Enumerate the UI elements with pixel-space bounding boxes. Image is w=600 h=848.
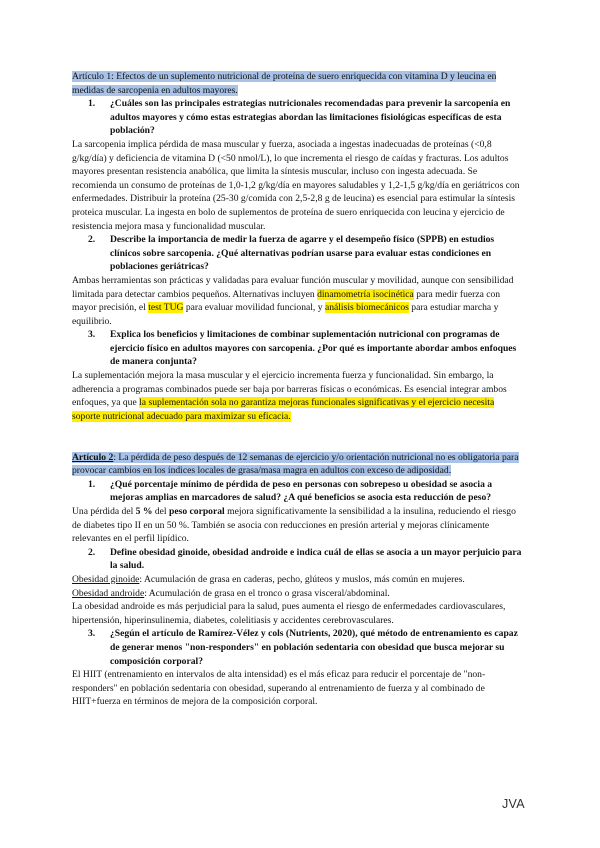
androide-definition — [72, 587, 524, 601]
a1-question-1-text: ¿Cuáles son las principales estrategias nutricionales recomendadas para prevenir la sarcopenia en adultos mayores y cómo estas estrategias abordan las limitaciones fisiológicas específicas de esta población? — [110, 98, 511, 137]
a2-question-1-number: 1. — [88, 478, 96, 490]
a2-answer-1-part: mejora significativamente la sensibilidad a la insulina, reduciendo el riesgo de diabetes tipo II en un 50 %. También se asocia con reducciones en presión arterial y mejoras clínicamente relevantes en el perfil lipídico. — [72, 506, 516, 545]
article-1-title — [72, 70, 524, 97]
article-2-title-text — [72, 452, 519, 477]
a1-answer-2-part: para estudiar marcha y equilibrio. — [72, 302, 499, 327]
a1-answer-3 — [72, 369, 524, 423]
a2-question-2-number: 2. — [88, 546, 96, 558]
highlight-test-tug: test TUG — [148, 302, 184, 314]
a1-question-3-number: 3. — [88, 329, 96, 341]
spacer — [72, 423, 524, 437]
a2-answer-2: La obesidad androide es más perjudicial para la salud, pues aumenta el riesgo de enfermedades cardiovasculares, hipertensión, hiperinsulinemia, diabetes, colelitiasis y accidentes cerebrovasculares. — [72, 601, 506, 626]
a1-answer-2-part: para medir fuerza con mayor precisión, el — [72, 288, 501, 314]
ginoide-label: Obesidad ginoide — [72, 573, 140, 585]
androide-text: : Acumulación de grasa en el tronco o grasa visceral/abdominal. — [144, 587, 390, 599]
a2-answer-1 — [72, 505, 524, 546]
a2-question-2-text: Define obesidad ginoide, obesidad androide e indica cuál de ellas se asocia a un mayor perjuicio para la salud. — [110, 546, 522, 572]
a2-answer-1-part: del — [152, 506, 169, 517]
ginoide-definition — [72, 573, 524, 587]
a1-answer-2 — [72, 274, 524, 328]
a1-answer-3-part: La suplementación mejora la masa muscular y el ejercicio incrementa fuerza y funcionalidad. Sin embargo, la adherencia a programas combinados puede ser baja por barreras físicas o económicas. Es esencial integrar ambos enfoques, ya que — [72, 370, 507, 409]
a2-answer-1-bold: peso corporal — [169, 506, 225, 517]
a1-question-3 — [72, 328, 524, 369]
article-1-title-text: Artículo 1: Efectos de un suplemento nutricional de proteína de suero enriquecida con vitamina D y leucina en medidas de sarcopenia en adultos mayores. — [72, 71, 497, 96]
spacer — [72, 437, 524, 451]
a1-question-3-text: Explica los beneficios y limitaciones de combinar suplementación nutricional con programas de ejercicio físico en adultos mayores con sarcopenia. ¿Por qué es importante abordar ambos enfoques de manera conjunta? — [110, 329, 517, 368]
a1-question-2-text: Describe la importancia de medir la fuerza de agarre y el desempeño físico (SPPB) en estudios clínicos sobre sarcopenia. ¿Qué alternativas podrían usarse para evaluar estas condiciones en poblaciones geriátricas? — [110, 234, 495, 273]
highlight-dinamometria: dinamometría isocinética — [317, 288, 414, 300]
highlight-analisis-biomecanicos: análisis biomecánicos — [324, 302, 409, 314]
article-2-label: Artículo 2 — [72, 451, 114, 463]
footer-initials: JVA — [502, 797, 525, 811]
a1-question-2 — [72, 233, 524, 274]
a2-question-3-number: 3. — [88, 628, 96, 640]
a2-answer-3: El HIIT (entrenamiento en intervalos de alta intensidad) es el más eficaz para reducir el porcentaje de "non-responders" en población sedentaria con obesidad, superando al entrenamiento de fuerza y al combinado de HIIT+fuerza en términos de mejora de la composición corporal. — [72, 669, 486, 708]
ginoide-text: : Acumulación de grasa en caderas, pecho, glúteos y muslos, más común en mujeres. — [139, 573, 465, 585]
a2-question-2 — [72, 546, 524, 573]
a2-question-3 — [72, 627, 524, 668]
article-2-title — [72, 451, 524, 478]
a2-answer-1-part: Una pérdida del — [72, 506, 136, 517]
highlight-conclusion: la suplementación sola no garantiza mejoras funcionales significativas y el ejercicio necesita soporte nutricional adecuado para maximizar su eficacia. — [72, 397, 495, 422]
a1-question-1-number: 1. — [88, 98, 96, 110]
article-2-title-rest: : La pérdida de peso después de 12 semanas de ejercicio y/o orientación nutricional no es obligatoria para provocar cambios en los índices locales de grasa/masa magra en adultos con exceso de adiposidad. — [72, 451, 519, 477]
a2-question-3-text: ¿Según el artículo de Ramírez-Vélez y cols (Nutrients, 2020), qué método de entrenamiento es capaz de generar menos "non-responders" en población sedentaria con obesidad que busca mejorar su composición corporal? — [110, 628, 518, 667]
androide-label: Obesidad androide — [72, 587, 145, 599]
a2-answer-1-bold: 5 % — [135, 506, 153, 517]
a1-question-1 — [72, 97, 524, 138]
document-body — [72, 70, 524, 709]
a2-question-1-text: ¿Qué porcentaje mínimo de pérdida de peso en personas con sobrepeso u obesidad se asocia a mejoras amplias en marcadores de salud? ¿A qué beneficios se asocia esta reducción de peso? — [110, 478, 493, 504]
a1-answer-1: La sarcopenia implica pérdida de masa muscular y fuerza, asociada a ingestas inadecuadas de proteínas (<0,8 g/kg/día) y deficiencia de vitamina D (<50 nmol/L), lo que incrementa el riesgo de caídas y fracturas. Los adultos mayores presentan resistencia anabólica, que limita la síntesis muscular, incluso con ingesta adecuada. Se recomienda un consumo de proteínas de 1,0-1,2 g/kg/día en mayores saludables y 1,2-1,5 g/kg/día en geriátricos con enfermedades. Distribuir la proteína (25-30 g/comida con 2,5-2,8 g de leucina) es esencial para estimular la síntesis proteica muscular. La ingesta en bolo de suplementos de proteína de suero enriquecida con leucina y ejercicio de resistencia mejora masa y funcionalidad muscular. — [72, 138, 520, 232]
a1-question-2-number: 2. — [88, 234, 96, 246]
a2-question-1 — [72, 478, 524, 505]
a1-answer-2-part: para evaluar movilidad funcional, y — [183, 302, 325, 314]
a1-answer-2-part: Ambas herramientas son prácticas y validadas para evaluar función muscular y movilidad, aunque con sensibilidad limitada para detectar cambios pequeños. Alternativas incluyen — [72, 274, 514, 300]
